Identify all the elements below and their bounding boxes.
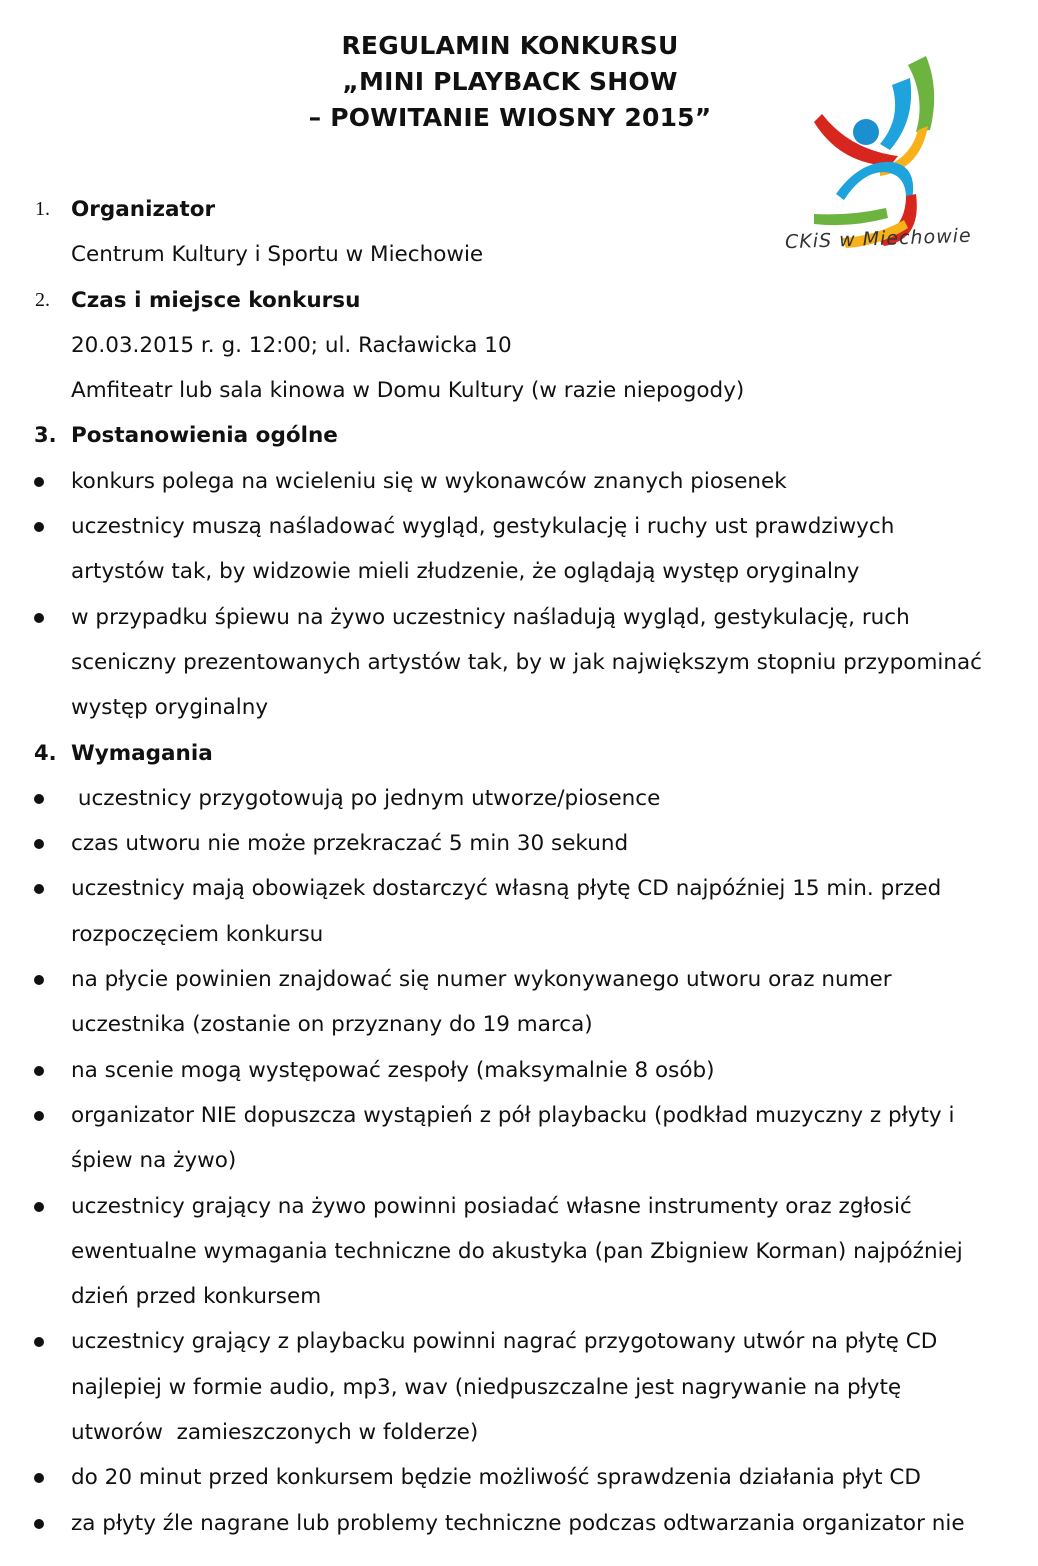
section-4-heading xyxy=(0,731,1038,776)
section-heading: Wymagania xyxy=(71,740,213,766)
section-3-heading xyxy=(0,413,1038,458)
title-line-3: – POWITANIE WIOSNY 2015” xyxy=(308,103,712,132)
logo-caption: CKiS w Miechowie xyxy=(784,224,972,254)
list-item: konkurs polega na wcieleniu się w wykonawców znanych piosenek xyxy=(0,459,1038,504)
list-item-continuation: najlepiej w formie audio, mp3, wav (niedpuszczalne jest nagrywanie na płytę xyxy=(71,1374,902,1400)
list-item: organizator NIE dopuszcza wystąpień z pół playbacku (podkład muzyczny z płyty i xyxy=(0,1093,1038,1138)
section-2-heading xyxy=(0,278,1038,323)
bullet-icon xyxy=(34,794,44,804)
list-item-continuation: utworów zamieszczonych w folderze) xyxy=(71,1420,479,1446)
bullet-icon xyxy=(34,1111,44,1121)
title-line-1: REGULAMIN KONKURSU xyxy=(341,31,679,60)
list-item: uczestnicy grający z playbacku powinni nagrać przygotowany utwór na płytę CD xyxy=(0,1319,1038,1364)
list-item-continuation: występ oryginalny xyxy=(71,695,269,721)
bullet-icon xyxy=(34,613,44,623)
bullet-icon xyxy=(34,477,44,487)
list-item: czas utworu nie może przekraczać 5 min 30 sekund xyxy=(0,821,1038,866)
list-item: na scenie mogą występować zespoły (maksymalnie 8 osób) xyxy=(0,1048,1038,1093)
section-heading: Postanowienia ogólne xyxy=(71,423,338,449)
document-title xyxy=(240,28,780,136)
list-item: uczestnicy przygotowują po jednym utworze/piosence xyxy=(0,776,1038,821)
text-line: Centrum Kultury i Sportu w Miechowie xyxy=(71,242,484,268)
section-number: 3. xyxy=(34,423,57,448)
bullet-icon xyxy=(34,975,44,985)
list-item: uczestnicy muszą naśladować wygląd, gestykulację i ruchy ust prawdziwych xyxy=(0,504,1038,549)
document-body xyxy=(0,187,1038,1546)
section-1-heading xyxy=(0,187,1038,232)
bullet-icon xyxy=(34,1473,44,1483)
list-item: uczestnicy mają obowiązek dostarczyć własną płytę CD najpóźniej 15 min. przed xyxy=(0,866,1038,911)
list-item: w przypadku śpiewu na żywo uczestnicy naśladują wygląd, gestykulację, ruch xyxy=(0,595,1038,640)
list-item: uczestnicy grający na żywo powinni posiadać własne instrumenty oraz zgłosić xyxy=(0,1184,1038,1229)
bullet-icon xyxy=(34,884,44,894)
list-item: za płyty źle nagrane lub problemy techniczne podczas odtwarzania organizator nie xyxy=(0,1501,1038,1546)
list-item: do 20 minut przed konkursem będzie możliwość sprawdzenia działania płyt CD xyxy=(0,1455,1038,1500)
list-item-continuation: sceniczny prezentowanych artystów tak, by w jak największym stopniu przypominać xyxy=(71,649,982,675)
section-number: 2. xyxy=(35,288,50,311)
text-line: Amfiteatr lub sala kinowa w Domu Kultury (w razie niepogody) xyxy=(71,378,745,404)
section-heading: Czas i miejsce konkursu xyxy=(71,287,361,313)
bullet-icon xyxy=(34,1066,44,1076)
bullet-icon xyxy=(34,1337,44,1347)
list-item-continuation: dzień przed konkursem xyxy=(71,1284,322,1310)
bullet-icon xyxy=(34,1519,44,1529)
list-item-continuation: artystów tak, by widzowie mieli złudzenie, że oglądają występ oryginalny xyxy=(71,559,860,585)
section-number: 1. xyxy=(35,198,50,220)
list-item-continuation: śpiew na żywo) xyxy=(71,1148,237,1174)
bullet-icon xyxy=(34,522,44,532)
list-item: na płycie powinien znajdować się numer wykonywanego utworu oraz numer xyxy=(0,957,1038,1002)
title-line-2: „MINI PLAYBACK SHOW xyxy=(342,67,678,96)
section-number: 4. xyxy=(34,740,57,765)
bullet-icon xyxy=(34,839,44,849)
list-item-continuation: uczestnika (zostanie on przyznany do 19 marca) xyxy=(71,1012,593,1038)
list-item-continuation: ewentualne wymagania techniczne do akustyka (pan Zbigniew Korman) najpóźniej xyxy=(71,1238,963,1264)
section-heading: Organizator xyxy=(71,197,216,222)
bullet-icon xyxy=(34,1202,44,1212)
text-line: 20.03.2015 r. g. 12:00; ul. Racławicka 10 xyxy=(71,332,512,358)
list-item-continuation: rozpoczęciem konkursu xyxy=(71,921,324,947)
